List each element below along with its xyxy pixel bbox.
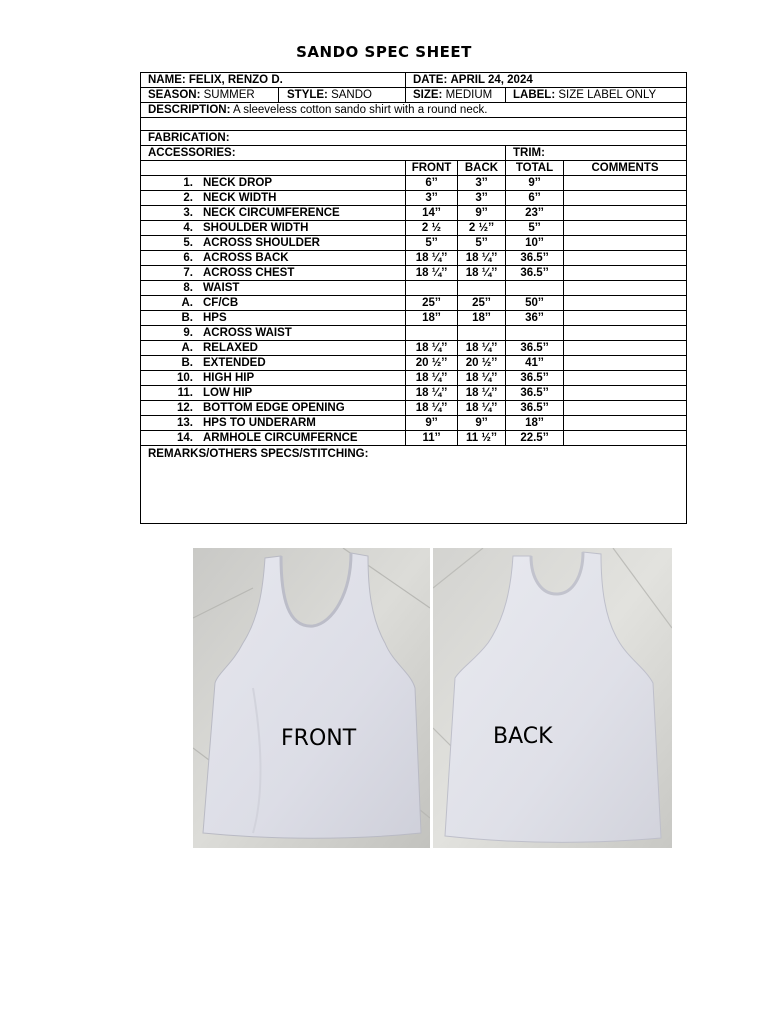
measurement-total: 36.5’’ (506, 251, 564, 266)
measurement-label: ARMHOLE CIRCUMFERNCE (203, 432, 358, 444)
measurement-front (406, 281, 458, 296)
measurement-number: 4. (183, 222, 193, 234)
measurement-comments (564, 176, 687, 191)
table-row (141, 251, 687, 266)
accessories-row (141, 146, 687, 161)
size-cell: SIZE: MEDIUM (406, 88, 506, 103)
measurement-front: 18 ¼’’ (406, 401, 458, 416)
back-shirt-image (433, 548, 672, 848)
size-value: MEDIUM (445, 89, 493, 101)
measurement-number: 6. (183, 252, 193, 264)
table-row (141, 221, 687, 236)
measurement-front: 18 ¼’’ (406, 266, 458, 281)
table-row (141, 416, 687, 431)
measurement-total: 10’’ (506, 236, 564, 251)
measurement-back: 18 ¼’’ (458, 251, 506, 266)
measurement-number: 9. (183, 327, 193, 339)
table-row (141, 356, 687, 371)
measurement-name (141, 221, 406, 236)
measurement-label: SHOULDER WIDTH (203, 222, 309, 234)
measurement-number: 13. (177, 417, 193, 429)
measurement-total: 22.5’’ (506, 431, 564, 446)
season-value: SUMMER (203, 89, 255, 101)
measurement-number: 8. (183, 282, 193, 294)
measurement-comments (564, 326, 687, 341)
name-cell: NAME: FELIX, RENZO D. (141, 73, 406, 88)
col-back-header: BACK (458, 161, 506, 176)
measurement-back: 18 ¼’’ (458, 386, 506, 401)
table-row (141, 341, 687, 356)
table-row (141, 236, 687, 251)
measurement-comments (564, 401, 687, 416)
season-style-size-label-row (141, 88, 687, 103)
description-value: A sleeveless cotton sando shirt with a round neck. (232, 104, 488, 116)
measurement-total: 36.5’’ (506, 371, 564, 386)
measurement-label: HPS TO UNDERARM (203, 417, 316, 429)
measurement-front: 18 ¼’’ (406, 386, 458, 401)
measurement-comments (564, 371, 687, 386)
label-value: SIZE LABEL ONLY (558, 89, 657, 101)
measurement-total: 36.5’’ (506, 341, 564, 356)
fabrication-label: FABRICATION: (141, 131, 687, 146)
measurement-comments (564, 221, 687, 236)
measurement-comments (564, 296, 687, 311)
table-row (141, 386, 687, 401)
style-value: SANDO (331, 89, 372, 101)
measurement-back (458, 281, 506, 296)
measurement-name (141, 356, 406, 371)
measurement-front: 5’’ (406, 236, 458, 251)
measurement-back: 25’’ (458, 296, 506, 311)
measurement-comments (564, 356, 687, 371)
measurement-label: HPS (203, 312, 227, 324)
measurement-name (141, 281, 406, 296)
measurement-front: 14’’ (406, 206, 458, 221)
table-row (141, 281, 687, 296)
measurement-name (141, 416, 406, 431)
table-row (141, 311, 687, 326)
measurement-front: 3’’ (406, 191, 458, 206)
measurement-label: ACROSS CHEST (203, 267, 295, 279)
measurement-label: ACROSS WAIST (203, 327, 292, 339)
measurement-front: 11’’ (406, 431, 458, 446)
season-cell: SEASON: SUMMER (141, 88, 279, 102)
blank-row (141, 118, 687, 131)
measurement-name (141, 431, 406, 446)
col-total-header: TOTAL (506, 161, 564, 176)
measurement-back: 3’’ (458, 176, 506, 191)
measurement-front (406, 326, 458, 341)
measurement-front: 20 ½’’ (406, 356, 458, 371)
name-value: FELIX, RENZO D. (188, 74, 283, 86)
measurement-name (141, 176, 406, 191)
measurement-number: A. (181, 297, 193, 309)
measurement-total: 36.5’’ (506, 266, 564, 281)
measurement-total: 6’’ (506, 191, 564, 206)
measurement-number: A. (181, 342, 193, 354)
measurement-name (141, 326, 406, 341)
measurement-label: RELAXED (203, 342, 258, 354)
measurement-name (141, 401, 406, 416)
table-row (141, 401, 687, 416)
date-value: APRIL 24, 2024 (450, 74, 533, 86)
measurement-number: 2. (183, 192, 193, 204)
measurement-comments (564, 251, 687, 266)
measurement-label: WAIST (203, 282, 240, 294)
measurement-name (141, 266, 406, 281)
measurement-total: 50’’ (506, 296, 564, 311)
measurement-name (141, 311, 406, 326)
measurement-comments (564, 431, 687, 446)
measurement-label: ACROSS SHOULDER (203, 237, 320, 249)
page-title: SANDO SPEC SHEET (296, 43, 472, 61)
measurement-name (141, 191, 406, 206)
table-row (141, 176, 687, 191)
table-row (141, 206, 687, 221)
description-row: DESCRIPTION: A sleeveless cotton sando shirt with a round neck. (141, 103, 687, 118)
measurement-number: 11. (177, 387, 193, 399)
measurement-total: 18’’ (506, 416, 564, 431)
measurement-total: 41’’ (506, 356, 564, 371)
col-front-header: FRONT (406, 161, 458, 176)
col-comments-header: COMMENTS (564, 161, 687, 176)
label-cell: LABEL: SIZE LABEL ONLY (506, 88, 687, 103)
remarks-row (141, 446, 687, 524)
table-row (141, 191, 687, 206)
back-label: BACK (493, 724, 553, 749)
measurement-front: 18 ¼’’ (406, 341, 458, 356)
measurement-back: 20 ½’’ (458, 356, 506, 371)
name-date-row (141, 73, 687, 88)
spec-table (140, 72, 687, 524)
measurement-comments (564, 266, 687, 281)
measurement-label: ACROSS BACK (203, 252, 289, 264)
table-row (141, 431, 687, 446)
measurement-number: 1. (183, 177, 193, 189)
measurement-total (506, 326, 564, 341)
measurement-name (141, 386, 406, 401)
measurement-label: LOW HIP (203, 387, 253, 399)
measurement-label: CF/CB (203, 297, 239, 309)
measurement-comments (564, 341, 687, 356)
measurement-name (141, 251, 406, 266)
trim-label: TRIM: (506, 146, 687, 161)
measurement-comments (564, 416, 687, 431)
measurement-number: 3. (183, 207, 193, 219)
measurement-back (458, 326, 506, 341)
measurement-comments (564, 311, 687, 326)
measurement-front: 2 ½ (406, 221, 458, 236)
measurement-total: 5’’ (506, 221, 564, 236)
measurement-number: 10. (177, 372, 193, 384)
style-cell: STYLE: SANDO (287, 89, 372, 101)
measurement-back: 11 ½’’ (458, 431, 506, 446)
measurement-back: 18 ¼’’ (458, 341, 506, 356)
measurement-label: NECK WIDTH (203, 192, 277, 204)
front-label: FRONT (281, 726, 357, 751)
measurement-back: 9’’ (458, 416, 506, 431)
measurement-front: 18’’ (406, 311, 458, 326)
measurement-name (141, 371, 406, 386)
measurement-back: 18’’ (458, 311, 506, 326)
measurement-total: 36’’ (506, 311, 564, 326)
measurement-total: 36.5’’ (506, 401, 564, 416)
measurement-label: EXTENDED (203, 357, 266, 369)
measurement-comments (564, 191, 687, 206)
front-photo (193, 548, 430, 848)
measurement-label: NECK CIRCUMFERENCE (203, 207, 340, 219)
table-row (141, 326, 687, 341)
fabrication-row (141, 131, 687, 146)
measurement-comments (564, 236, 687, 251)
measurement-number: B. (181, 357, 193, 369)
measurement-back: 3’’ (458, 191, 506, 206)
measurement-label: NECK DROP (203, 177, 273, 189)
measurement-front: 9’’ (406, 416, 458, 431)
measurement-front: 18 ¼’’ (406, 371, 458, 386)
table-row (141, 266, 687, 281)
measurement-back: 9’’ (458, 206, 506, 221)
measurement-total: 36.5’’ (506, 386, 564, 401)
measurement-comments (564, 386, 687, 401)
table-row (141, 296, 687, 311)
measurement-name (141, 206, 406, 221)
measurement-name (141, 296, 406, 311)
front-shirt-image (193, 548, 430, 848)
back-photo (433, 548, 672, 848)
measurement-front: 25’’ (406, 296, 458, 311)
column-header-row (141, 161, 687, 176)
accessories-label: ACCESSORIES: (141, 146, 506, 161)
measurement-number: 5. (183, 237, 193, 249)
measurement-back: 18 ¼’’ (458, 401, 506, 416)
remarks-label: REMARKS/OTHERS SPECS/STITCHING: (141, 446, 687, 524)
measurement-total: 23’’ (506, 206, 564, 221)
measurement-back: 18 ¼’’ (458, 266, 506, 281)
measurement-back: 2 ½’’ (458, 221, 506, 236)
measurement-number: 7. (183, 267, 193, 279)
measurement-number: B. (181, 312, 193, 324)
measurement-number: 12. (177, 402, 193, 414)
date-cell: DATE: APRIL 24, 2024 (406, 73, 687, 88)
measurement-name (141, 341, 406, 356)
measurement-total (506, 281, 564, 296)
measurement-front: 6’’ (406, 176, 458, 191)
measurement-label: BOTTOM EDGE OPENING (203, 402, 345, 414)
measurement-back: 5’’ (458, 236, 506, 251)
measurement-name (141, 236, 406, 251)
measurement-front: 18 ¼’’ (406, 251, 458, 266)
measurement-comments (564, 281, 687, 296)
table-row (141, 371, 687, 386)
measurement-total: 9’’ (506, 176, 564, 191)
measurement-label: HIGH HIP (203, 372, 255, 384)
measurement-comments (564, 206, 687, 221)
measurement-back: 18 ¼’’ (458, 371, 506, 386)
measurement-number: 14. (177, 432, 193, 444)
